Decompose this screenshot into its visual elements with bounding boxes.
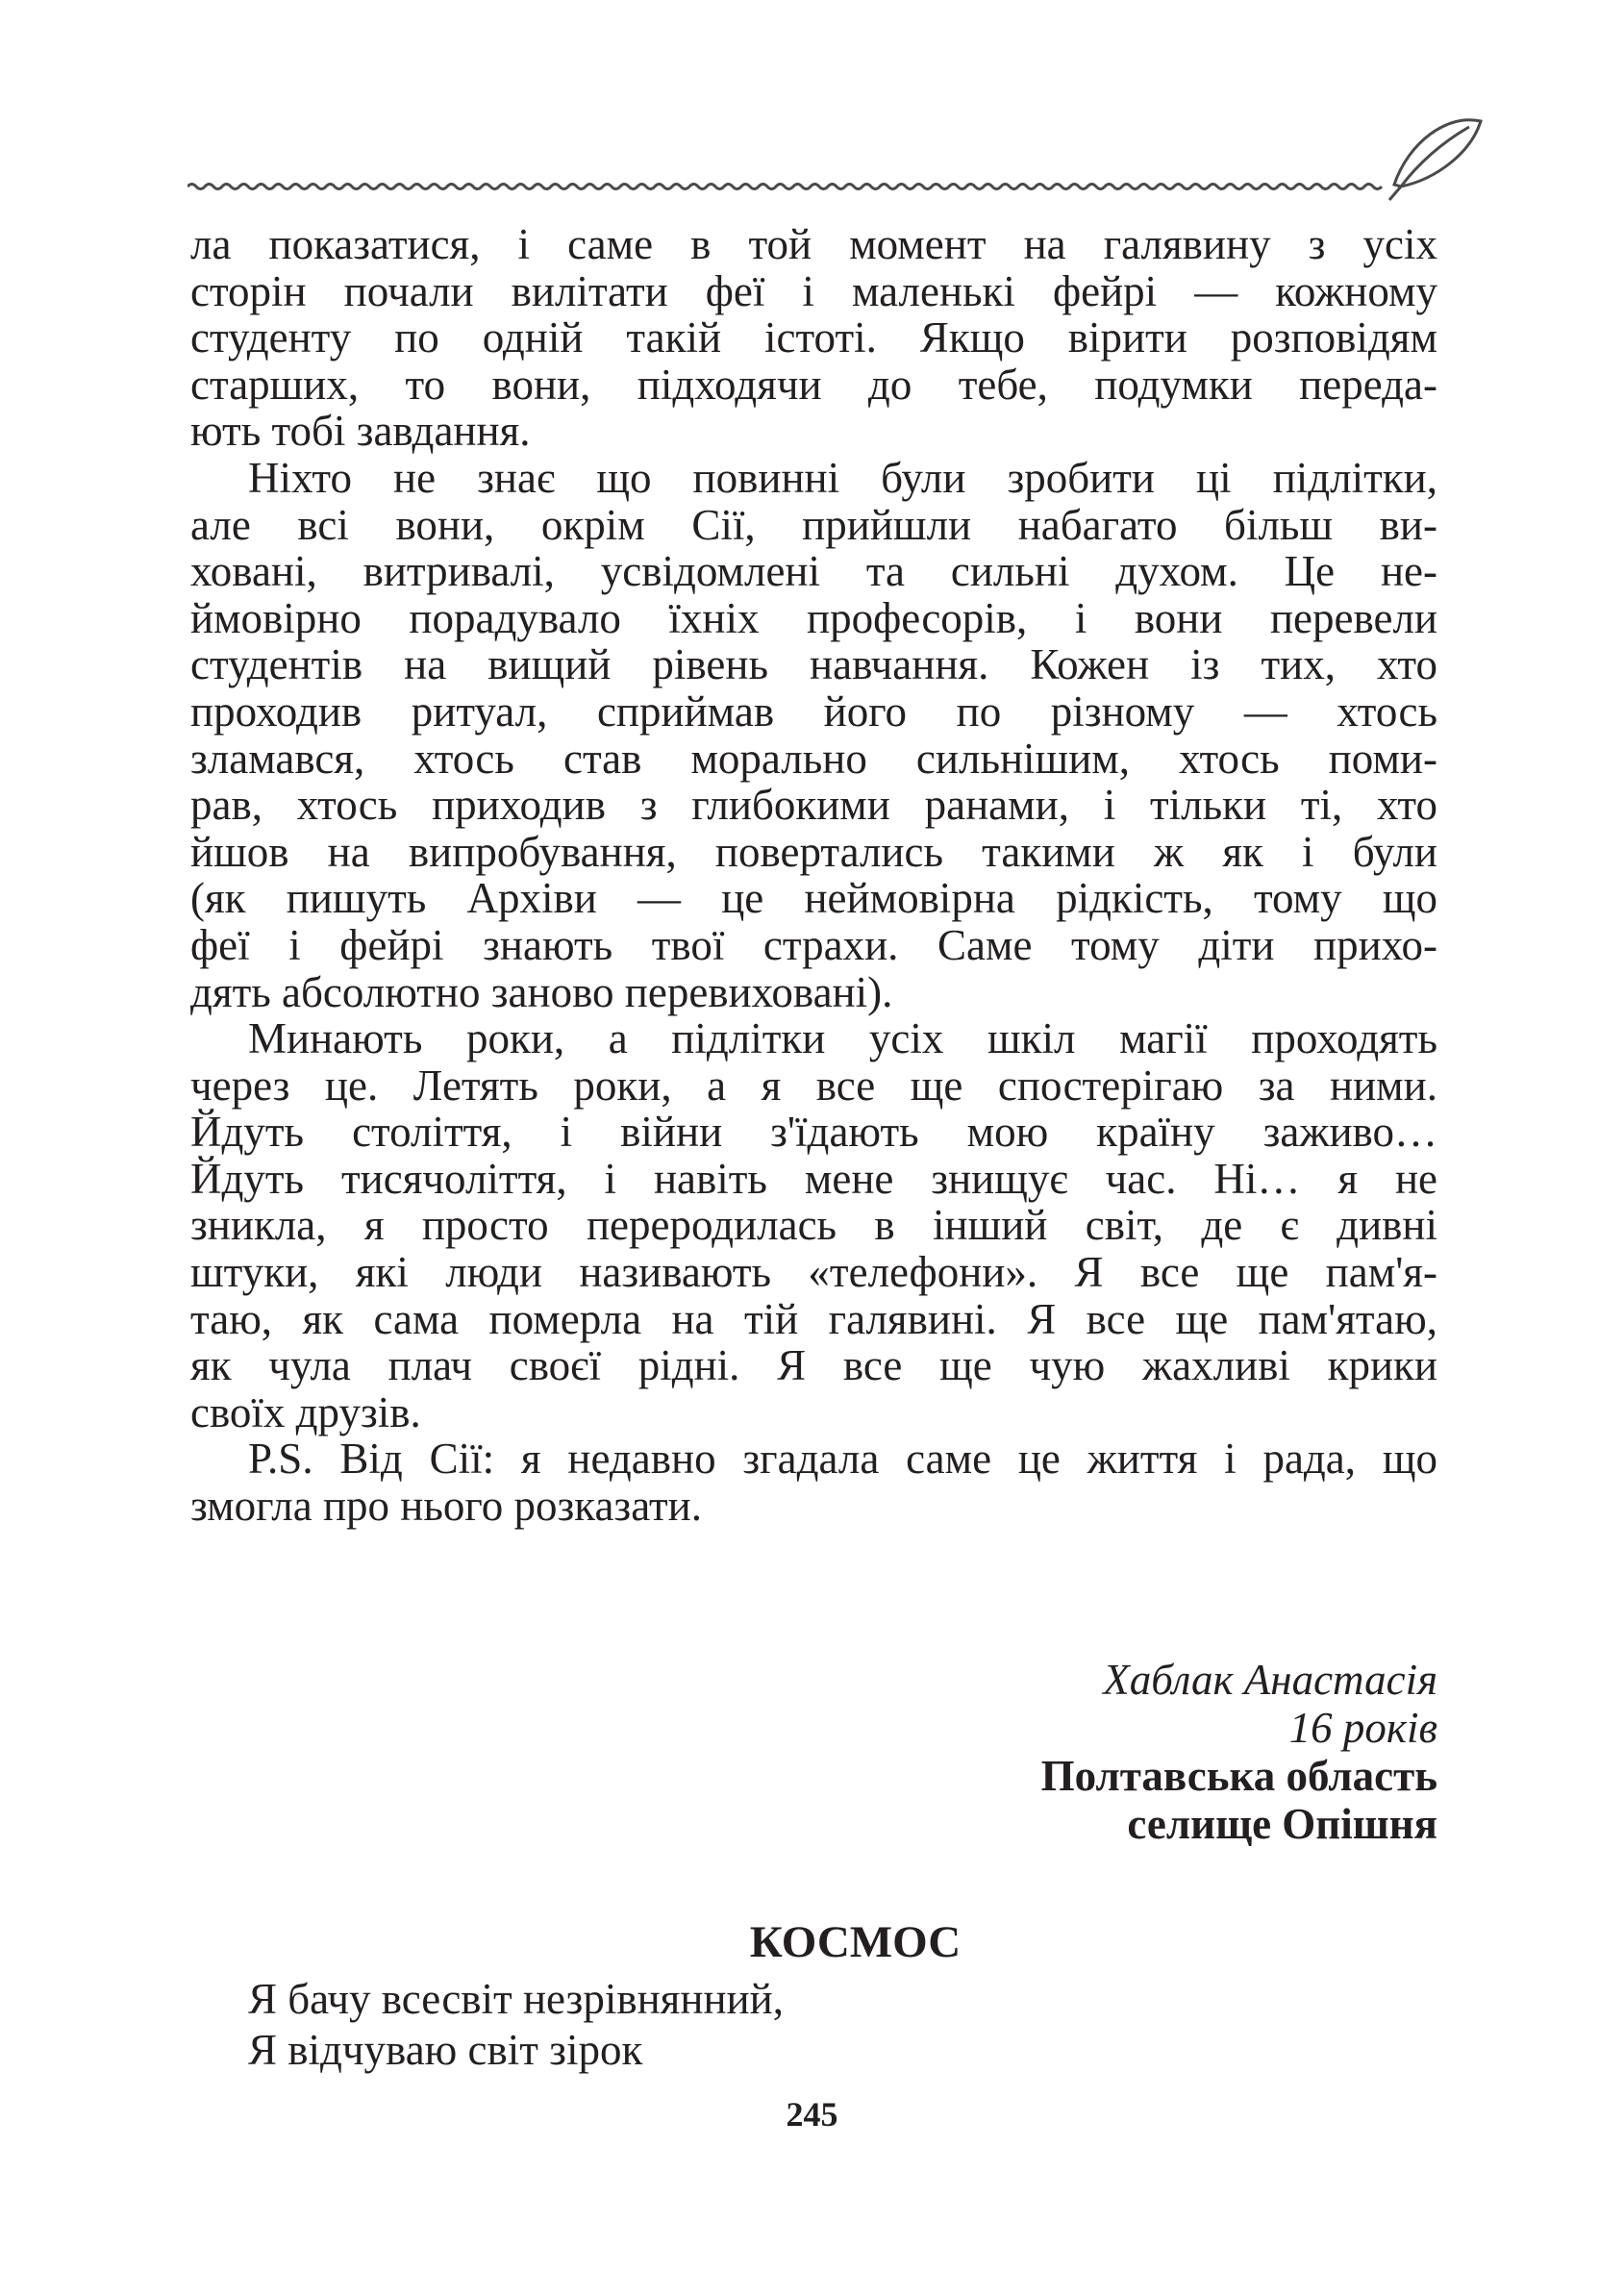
text-line: студенту по одній такій істоті. Якщо вірити розповідям bbox=[190, 313, 1437, 362]
text-line: ла показатися, і саме в той момент на галявину з усіх bbox=[190, 220, 1437, 268]
text-line: феї і фейрі знають твої страхи. Саме тому діти прихо- bbox=[190, 920, 1437, 969]
poem-line: Я відчуваю світ зірок bbox=[248, 2026, 643, 2074]
text-line: (як пишуть Архіви — це неймовірна рідкість, тому що bbox=[190, 874, 1437, 923]
text-line: ховані, витривалі, усвідомлені та сильні духом. Це не- bbox=[190, 547, 1437, 596]
text-line: рав, хтось приходив з глибокими ранами, і тільки ті, хто bbox=[190, 781, 1437, 830]
text-line: Ніхто не знає що повинні були зробити ці підлітки, bbox=[248, 453, 1437, 502]
body-text bbox=[190, 221, 1437, 1530]
page-number: 245 bbox=[786, 2095, 838, 2134]
text-line: студентів на вищий рівень навчання. Кожен із тих, хто bbox=[190, 640, 1437, 689]
feather-icon bbox=[1389, 120, 1481, 200]
poem-text bbox=[248, 1974, 784, 2076]
text-line: змогла про нього розказати. bbox=[190, 1482, 703, 1531]
text-line: P.S. Від Сії: я недавно згадала саме це життя і рада, що bbox=[248, 1435, 1437, 1484]
poem-line: Я бачу всесвіт незрівнянний, bbox=[248, 1975, 784, 2023]
text-line: через це. Летять роки, а я все ще спостерігаю за ними. bbox=[190, 1061, 1437, 1110]
text-line: Минають роки, а підлітки усіх шкіл магії проходять bbox=[248, 1014, 1437, 1063]
text-line: але всі вони, окрім Сії, прийшли набагато більш ви- bbox=[190, 500, 1437, 549]
text-line: Йдуть тисячоліття, і навіть мене знищує час. Ні… я не bbox=[190, 1154, 1437, 1203]
author-settlement: селище Опішня bbox=[1127, 1800, 1437, 1848]
poem-title: КОСМОС bbox=[749, 1917, 962, 1967]
text-line: своїх друзів. bbox=[190, 1387, 421, 1436]
author-age: 16 років bbox=[1288, 1704, 1437, 1752]
text-line: сторін почали вилітати феї і маленькі фейрі — кожному bbox=[190, 266, 1437, 315]
text-line: зламався, хтось став морально сильнішим, хтось поми- bbox=[190, 734, 1437, 783]
author-name: Хаблак Анастасія bbox=[1103, 1656, 1437, 1704]
author-region: Полтавська область bbox=[1040, 1752, 1437, 1800]
text-line: як чула плач своєї рідні. Я все ще чую жахливі крики bbox=[190, 1341, 1437, 1390]
text-line: ють тобі завдання. bbox=[190, 407, 531, 456]
text-line: таю, як сама померла на тій галявині. Я все ще пам'ятаю, bbox=[190, 1294, 1437, 1343]
wave-line-with-feather-icon bbox=[187, 104, 1495, 210]
text-line: Йдуть століття, і війни з'їдають мою країну заживо… bbox=[190, 1108, 1437, 1157]
text-line: дять абсолютно заново перевиховані). bbox=[190, 967, 893, 1016]
text-line: штуки, які люди називають «телефони». Я все ще пам'я- bbox=[190, 1248, 1437, 1297]
text-line: зникла, я просто переродилась в інший світ, де є дивні bbox=[190, 1201, 1437, 1250]
text-line: йшов на випробування, повертались такими ж як і були bbox=[190, 827, 1437, 876]
text-line: ймовірно порадувало їхніх професорів, і вони перевели bbox=[190, 593, 1437, 642]
signature-block bbox=[1041, 1656, 1437, 1848]
text-line: проходив ритуал, сприймав його по різному — хтось bbox=[190, 687, 1437, 736]
text-line: старших, то вони, підходячи до тебе, подумки переда- bbox=[190, 360, 1437, 409]
